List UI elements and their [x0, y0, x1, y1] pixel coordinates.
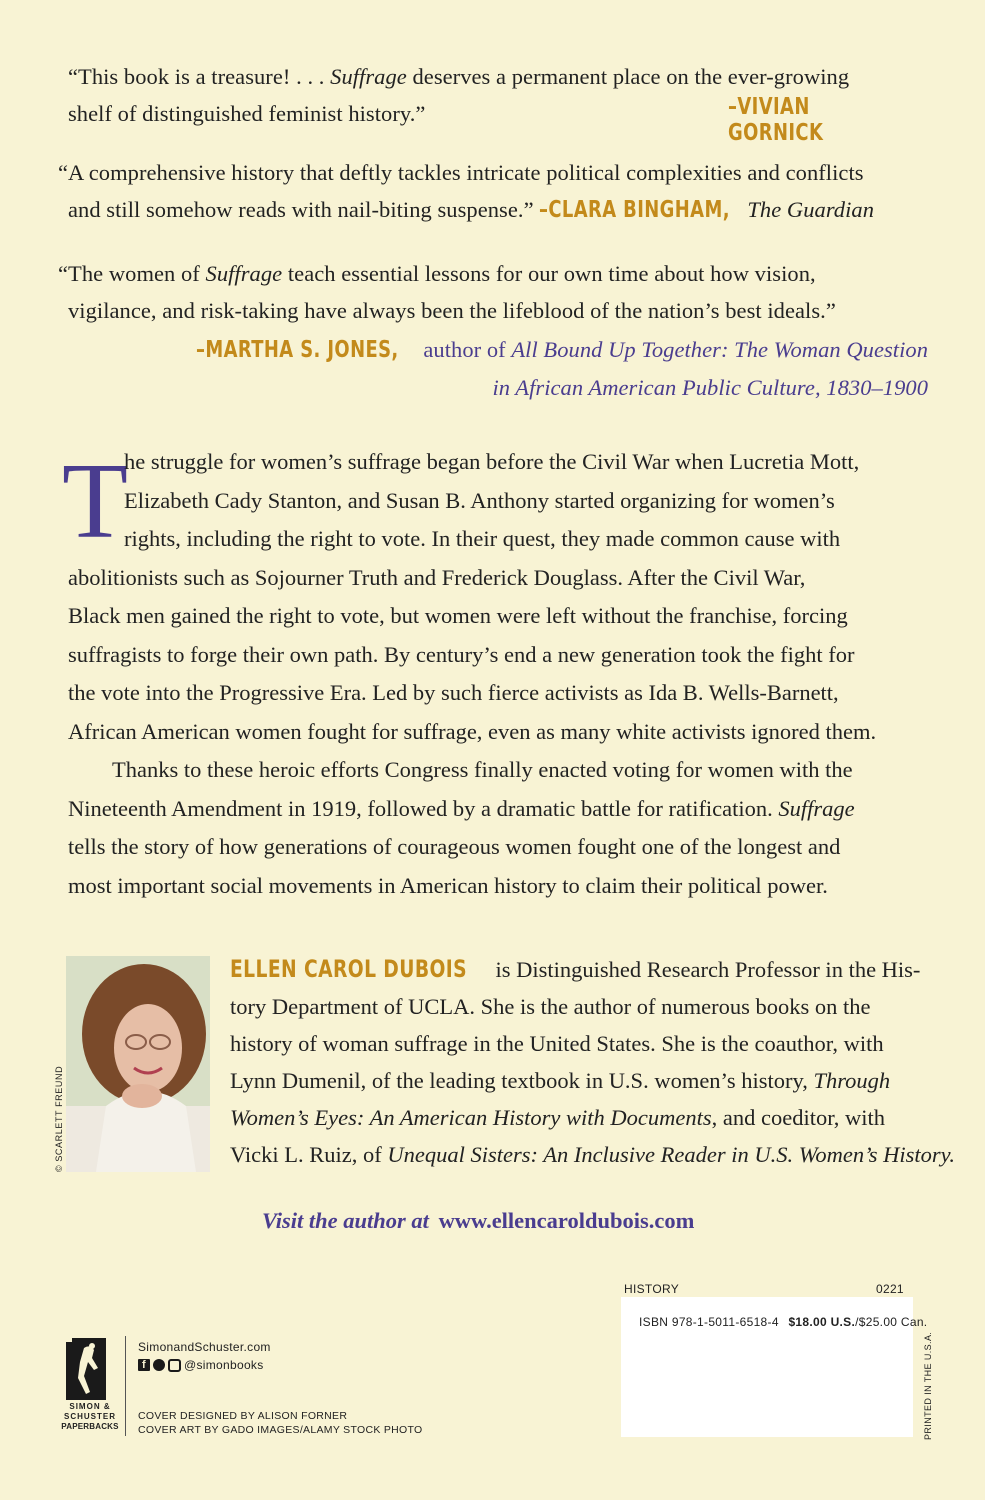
category-label: HISTORY: [624, 1282, 680, 1296]
product-code: 0221: [876, 1282, 904, 1296]
photo-credit: © SCARLETT FREUND: [54, 1065, 64, 1172]
quote-2-source: The Guardian: [747, 197, 875, 222]
visit-label: Visit the author at: [262, 1208, 429, 1233]
author-photo: [66, 956, 210, 1172]
cover-design-credit: COVER DESIGNED BY ALISON FORNER: [138, 1410, 348, 1422]
instagram-icon[interactable]: [168, 1359, 181, 1372]
twitter-icon[interactable]: [153, 1359, 165, 1371]
publisher-name: SIMON & SCHUSTER PAPERBACKS: [61, 1402, 119, 1431]
printed-in-usa: PRINTED IN THE U.S.A.: [923, 1331, 933, 1440]
description-line-8: African American women fought for suffrage, even as many white activists ignored them.: [68, 718, 877, 744]
price-can: /$25.00 Can.: [855, 1315, 928, 1329]
quote-2-line-1: “A comprehensive history that deftly tackles intricate political complexities and conflicts: [58, 160, 864, 185]
description-paragraph-2: Thanks to these heroic efforts Congress finally enacted voting for women with the Nineteenth Amendment in 1919, followed by a dramatic battle for ratification. Suffrage tells the story of how generations of courageous women fought one of the longest and most important social movements in American history to claim their political power.: [68, 757, 855, 898]
description-line-6: suffragists to forge their own path. By century’s end a new generation took the fight for: [68, 641, 855, 667]
description-line-2: Elizabeth Cady Stanton, and Susan B. Anthony started organizing for women’s: [124, 487, 835, 513]
description-line-5: Black men gained the right to vote, but women were left without the franchise, forcing: [68, 603, 848, 628]
quote-1-attribution: –VIVIAN GORNICK: [728, 94, 824, 146]
quote-3-attribution-block: –MARTHA S. JONES, author of All Bound Up Together: The Woman Question in African American Public Culture, 1830–1900: [188, 331, 928, 406]
quote-1-line-1: “This book is a treasure! . . . Suffrage deserves a permanent place on the ever-growing: [68, 64, 850, 89]
facebook-icon[interactable]: f: [138, 1359, 150, 1371]
publisher-website[interactable]: SimonandSchuster.com: [138, 1340, 271, 1354]
description-paragraph-1: [68, 443, 928, 751]
quote-3-line-1: “The women of Suffrage teach essential lessons for our own time about how vision,: [58, 261, 816, 286]
quote-2-line-2: and still somehow reads with nail-biting suspense.” –CLARA BINGHAM, The Guardian: [58, 191, 938, 229]
quote-3-attribution: –MARTHA S. JONES,: [195, 337, 399, 363]
author-photo-illustration: [66, 956, 210, 1172]
description-line-3: rights, including the right to vote. In their quest, they made common cause with: [124, 526, 841, 551]
price-us: $18.00 U.S.: [788, 1315, 856, 1329]
quote-3-book-line-2: in African American Public Culture, 1830–1900: [492, 375, 928, 400]
quote-3: [58, 255, 938, 329]
author-website-link[interactable]: www.ellencaroldubois.com: [438, 1208, 695, 1233]
author-bio: ELLEN CAROL DUBOIS is Distinguished Research Professor in the His- tory Department of UCLA. She is the author of numerous books on the history of woman suffrage in the United States. She is the coauthor, with Lynn Dumenil, of the leading textbook in U.S. women’s history, Through Women’s Eyes: An American History with Documents, and coeditor, with Vicki L. Ruiz, of Unequal Sisters: An Inclusive Reader in U.S. Women’s History.: [230, 951, 930, 1173]
social-row: [138, 1358, 264, 1372]
drop-cap: T: [62, 442, 128, 561]
publisher-logo: [62, 1336, 116, 1400]
social-handle[interactable]: @simonbooks: [184, 1358, 264, 1372]
description-line-7: the vote into the Progressive Era. Led by such fierce activists as Ida B. Wells-Barnett,: [68, 680, 839, 705]
publisher-divider: [125, 1336, 126, 1436]
isbn: ISBN 978-1-5011-6518-4: [639, 1315, 779, 1329]
description-line-1: he struggle for women’s suffrage began before the Civil War when Lucretia Mott,: [124, 449, 860, 474]
cover-art-credit: COVER ART BY GADO IMAGES/ALAMY STOCK PHOTO: [138, 1424, 423, 1436]
visit-author-line: [262, 1202, 694, 1241]
description-line-4: abolitionists such as Sojourner Truth and Frederick Douglass. After the Civil War,: [68, 564, 806, 590]
quote-2: [58, 154, 938, 229]
quote-3-line-2: vigilance, and risk-taking have always been the lifeblood of the nation’s best ideals.”: [68, 298, 836, 323]
sower-logo-icon: [62, 1336, 116, 1400]
quote-2-attribution: –CLARA BINGHAM,: [538, 197, 730, 223]
author-name: ELLEN CAROL DUBOIS: [230, 955, 468, 983]
barcode-box: [621, 1297, 928, 1437]
quote-1-line-2: shelf of distinguished feminist history.”: [68, 101, 426, 126]
